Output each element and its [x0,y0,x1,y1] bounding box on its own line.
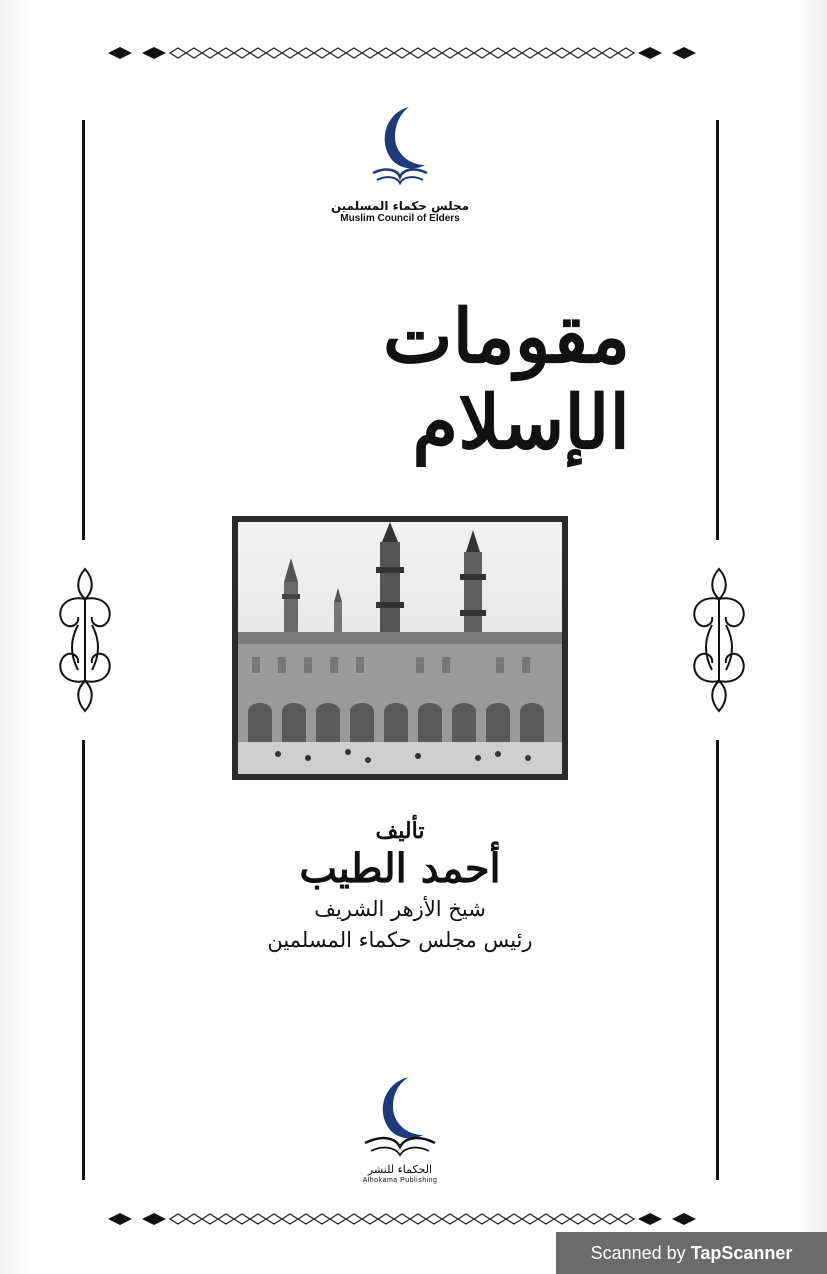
publisher-crescent-book-icon [355,1075,445,1159]
org-name-english: Muslim Council of Elders [340,213,460,224]
right-frame-line-upper [716,120,719,540]
right-scroll-ornament-icon [686,565,752,715]
publisher-name-english: Alhokama Publishing [362,1177,438,1184]
author-block [250,818,550,955]
crescent-book-icon [365,103,435,193]
author-role-line-1: شيخ الأزهر الشريف [314,897,486,921]
left-frame-line-upper [82,120,85,540]
authored-by-label: تأليف [375,818,425,844]
org-name-arabic: مجلس حكماء المسلمين [330,199,470,213]
left-frame-line-lower [82,740,85,1180]
org-logo-block [300,103,500,224]
scanner-watermark-badge [556,1232,827,1274]
scanner-prefix: Scanned by [590,1242,686,1263]
bottom-decorative-border [108,1211,696,1227]
author-role-line-2: رئيس مجلس حكماء المسلمين [267,928,533,953]
author-name: أحمد الطيب [299,845,501,892]
al-azhar-mosque-image [238,522,562,774]
left-scroll-ornament-icon [52,565,118,715]
top-decorative-border [108,45,696,61]
scanner-brand: TapScanner [690,1242,793,1263]
right-frame-line-lower [716,740,719,1180]
book-title: مقومات الإسلام [382,294,630,466]
publisher-name-arabic: الحكماء للنشر [367,1163,433,1176]
mosque-photo [232,516,568,780]
publisher-logo-block [330,1075,470,1184]
